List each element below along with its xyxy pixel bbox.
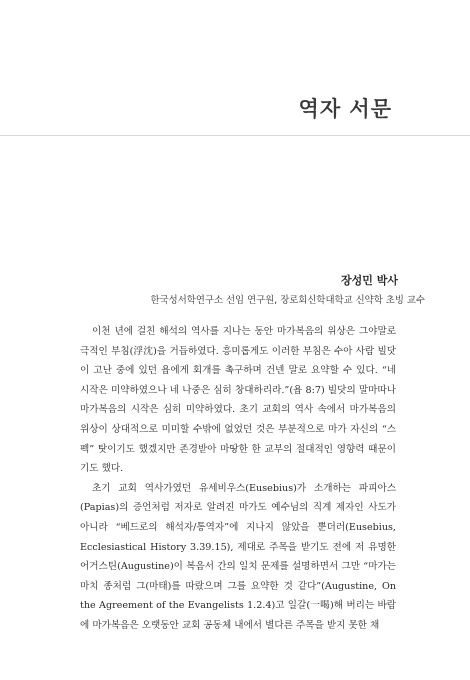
author-affiliation: 한국성서학연구소 선임 연구원, 장로회신학대학교 신약학 초빙 교수 (150, 295, 425, 306)
author-name: 장성민 박사 (341, 274, 398, 287)
title-divider (0, 135, 470, 136)
paragraph: 이천 년에 걸친 해석의 역사를 지나는 동안 마가복음의 위상은 그야말로 극적인 부침(浮沈)을 거듭하였다. 흥미롭게도 이러한 부침은 수아 사람 빌닷이 고난 중에 있던 욥에게 회개를 촉구하며 건넨 말로 요약할 수 있다. “네 시작은 미약하였으나 네 나중은 심히 창대하리라.”(욥 8:7) 빌닷의 말마따나 마가복음의 시작은 심히 미약하였다. 초기 교회의 역사 속에서 마가복음의 위상이 상대적으로 미미할 수밖에 없었던 것은 부분적으로 마가 자신의 “스펙” 탓이기도 했겠지만 존경받아 마땅한 한 교부의 절대적인 영향력 때문이기도 했다. (80, 326, 396, 475)
preface-body (80, 322, 396, 636)
page-title: 역자 서문 (298, 97, 392, 121)
paragraph: 초기 교회 역사가였던 유세비우스(Eusebius)가 소개하는 파피아스(Papias)의 증언처럼 저자로 알려진 마가도 예수님의 직계 제자인 사도가 아니라 “베드로의 해석자/통역자”에 지나지 않았을 뿐더러(Eusebius, Ecclesiastical History 3.39.15), 제대로 주목을 받기도 전에 저 유명한 어거스틴(Augustine)이 복음서 간의 일치 문제를 설명하면서 그만 “마가는 마치 종처럼 그(마태)를 따랐으며 그를 요약한 것 같다”(Augustine, On the Agreement of the Evangelists 1.2.4)고 일갈(一喝)해 버리는 바람에 마가복음은 오랫동안 교회 공동체 내에서 별다른 주목을 받지 못한 채 (80, 482, 396, 631)
